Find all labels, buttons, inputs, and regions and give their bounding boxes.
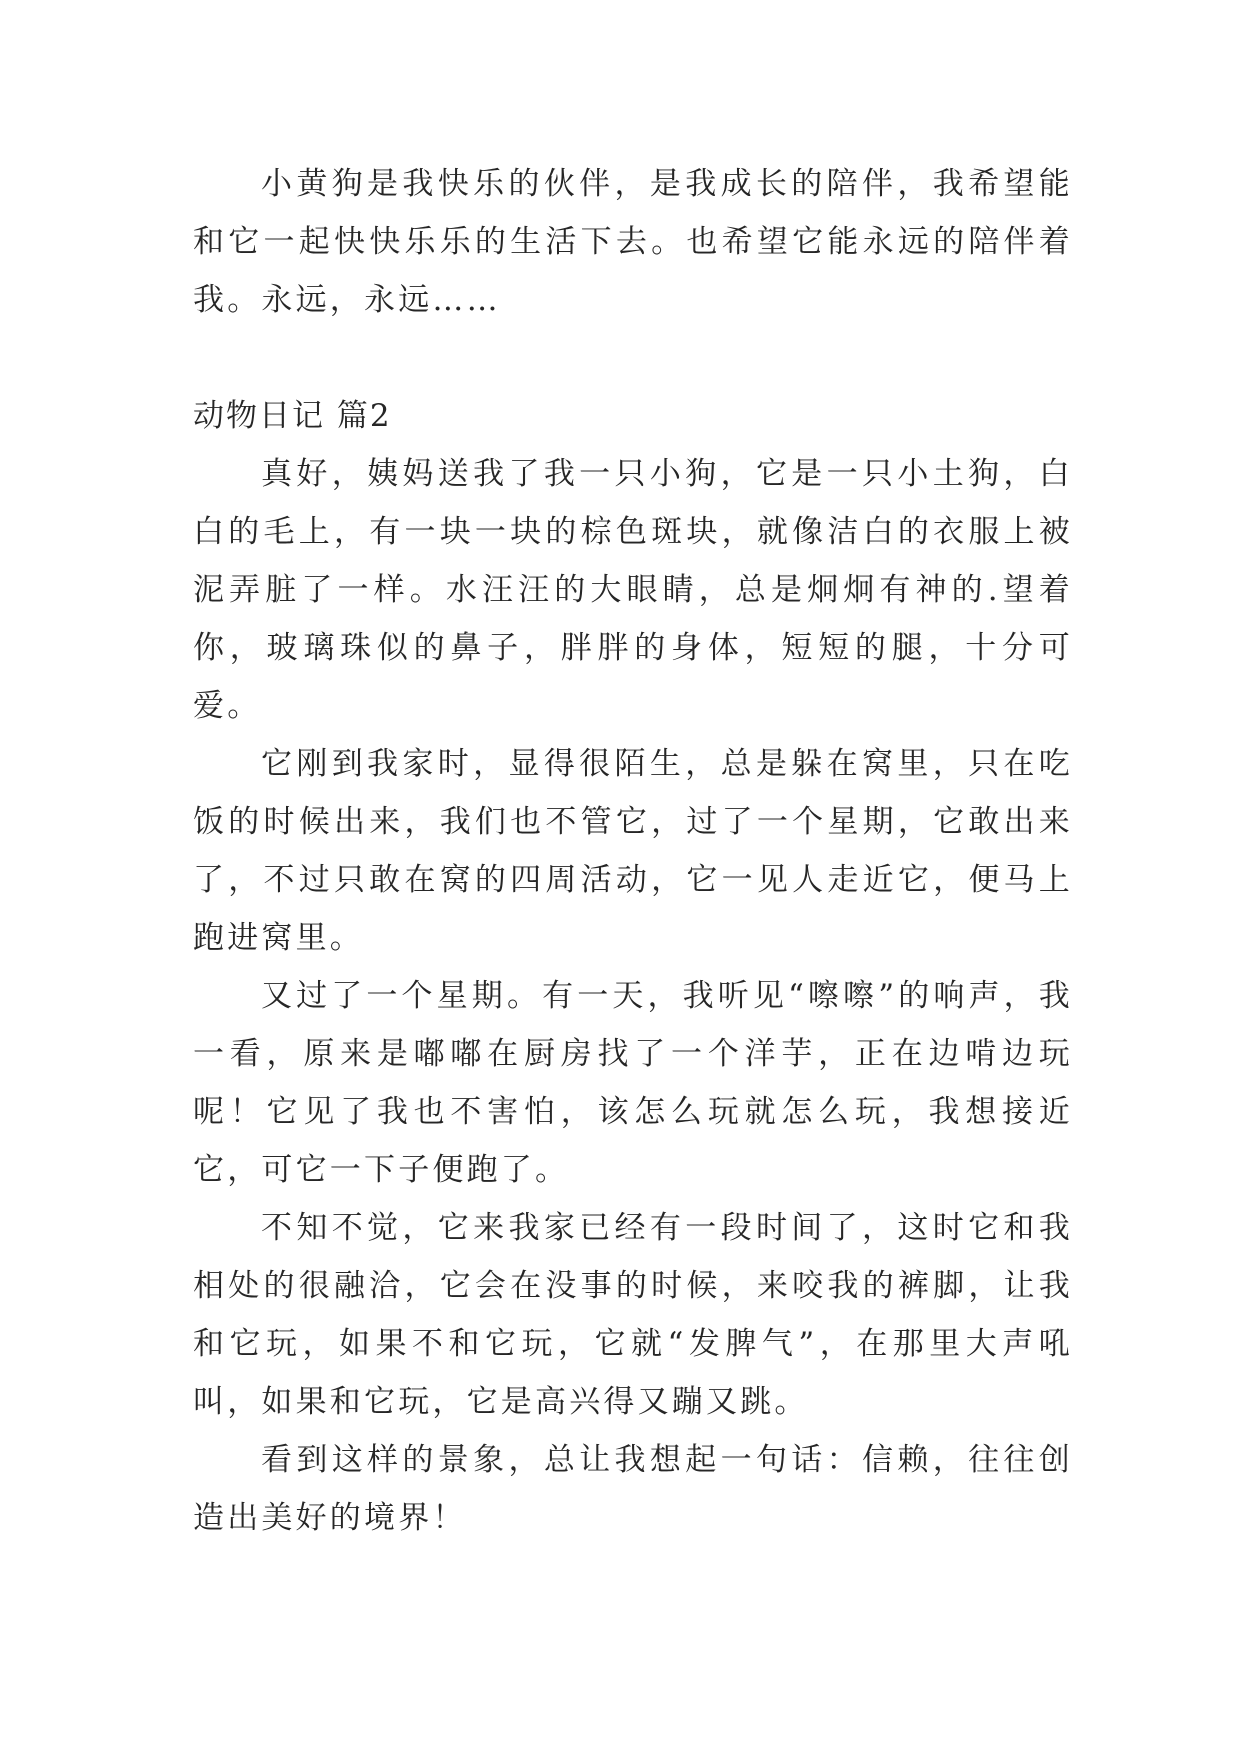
paragraph-arrival: 它刚到我家时，显得很陌生，总是躲在窝里，只在吃饭的时候出来，我们也不管它，过了一个星期，它敢出来了，不过只敢在窝的四周活动，它一见人走近它，便马上跑进窝里。 [193, 746, 1073, 956]
paragraph-kitchen: 又过了一个星期。有一天，我听见“嚓嚓”的响声，我一看，原来是嘟嘟在厨房找了一个洋芋，正在边啃边玩呢！它见了我也不害怕，该怎么玩就怎么玩，我想接近它，可它一下子便跑了。 [193, 978, 1073, 1188]
paragraph-closing: 小黄狗是我快乐的伙伴，是我成长的陪伴，我希望能和它一起快快乐乐的生活下去。也希望它能永远的陪伴着我。永远，永远…… [193, 166, 1073, 318]
paragraph-conclusion: 看到这样的景象，总让我想起一句话：信赖，往往创造出美好的境界！ [193, 1442, 1073, 1536]
paragraph-play: 不知不觉，它来我家已经有一段时间了，这时它和我相处的很融洽，它会在没事的时候，来咬我的裤脚，让我和它玩，如果不和它玩，它就“发脾气”，在那里大声吼叫，如果和它玩，它是高兴得又蹦又跳。 [193, 1210, 1073, 1420]
section-title: 动物日记 篇2 [193, 398, 392, 434]
section-spacer [193, 329, 1073, 387]
document-body [193, 155, 1073, 1547]
paragraph-intro: 真好，姨妈送我了我一只小狗，它是一只小土狗，白白的毛上，有一块一块的棕色斑块，就像洁白的衣服上被泥弄脏了一样。水汪汪的大眼睛，总是炯炯有神的.望着你，玻璃珠似的鼻子，胖胖的身体，短短的腿，十分可爱。 [193, 456, 1073, 724]
